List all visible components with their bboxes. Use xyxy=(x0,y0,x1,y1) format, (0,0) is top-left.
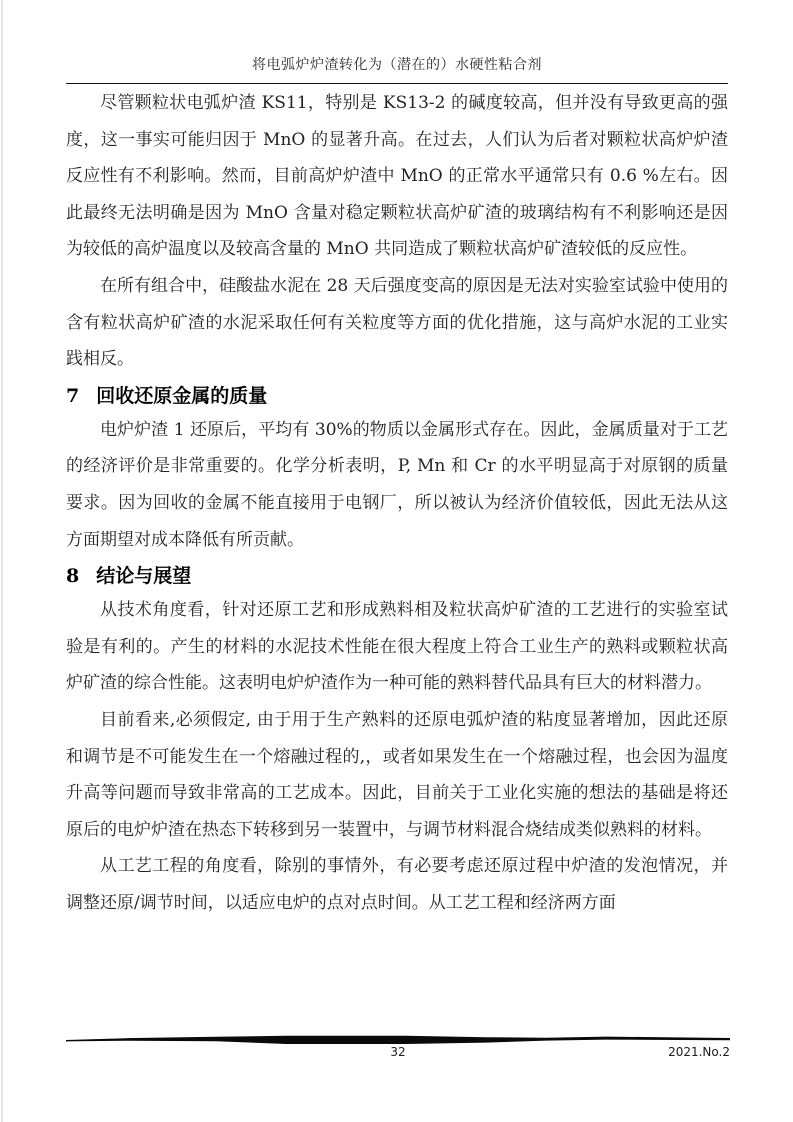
paragraph-3: 电炉炉渣 1 还原后，平均有 30%的物质以金属形式存在。因此，金属质量对于工艺的经济评价是非常重要的。化学分析表明，P, Mn 和 Cr 的水平明显高于对原钢的质量要求。因为回收的金属不能直接用于电钢厂，所以被认为经济价值较低，因此无法从这方面期望对成本降低有所贡献。 xyxy=(66,419,728,550)
paragraph-1: 尽管颗粒状电弧炉渣 KS11，特别是 KS13-2 的碱度较高，但并没有导致更高的强度，这一事实可能归因于 MnO 的显著升高。在过去，人们认为后者对颗粒状高炉炉渣反应性有不利影响。然而，目前高炉炉渣中 MnO 的正常水平通常只有 0.6 %左右。因此最终无法明确是因为 MnO 含量对稳定颗粒状高炉矿渣的玻璃结构有不利影响还是因为较低的高炉温度以及较高含量的 MnO 共同造成了颗粒状高炉矿渣较低的反应性。 xyxy=(66,93,728,260)
section-title-8: 结论与展望 xyxy=(96,565,192,588)
section-number-8: 8 xyxy=(66,565,80,588)
page-number: 32 xyxy=(390,1045,406,1059)
section-heading-8 xyxy=(66,563,728,589)
section-heading-7 xyxy=(66,383,728,409)
paragraph-5: 目前看来,必须假定, 由于用于生产熟料的还原电弧炉渣的粘度显著增加，因此还原和调节是不可能发生在一个熔融过程的,，或者如果发生在一个熔融过程，也会因为温度升高等问题而导致非常高的工艺成本。因此，目前关于工业化实施的想法的基础是将还原后的电炉炉渣在热态下转移到另一装置中，与调节材料混合烧结成类似熟料的材料。 xyxy=(66,709,728,840)
running-header-title: 将电弧炉炉渣转化为（潜在的）水硬性粘合剂 xyxy=(252,57,542,73)
section-title-7: 回收还原金属的质量 xyxy=(96,384,268,407)
paragraph-2: 在所有组合中，硅酸盐水泥在 28 天后强度变高的原因是无法对实验室试验中使用的含有粒状高炉矿渣的水泥采取任何有关粒度等方面的优化措施，这与高炉水泥的工业实践相反。 xyxy=(66,275,728,370)
footer-row xyxy=(66,1045,730,1063)
section-number-7: 7 xyxy=(66,384,80,407)
paragraph-4: 从技术角度看，针对还原工艺和形成熟料相及粒状高炉矿渣的工艺进行的实验室试验是有利的。产生的材料的水泥技术性能在很大程度上符合工业生产的熟料或颗粒状高炉矿渣的综合性能。这表明电炉炉渣作为一种可能的熟料替代品具有巨大的材料潜力。 xyxy=(66,600,728,694)
document-body xyxy=(0,84,793,921)
scan-edge-line xyxy=(1,0,3,1122)
page-header xyxy=(0,0,793,84)
issue-label: 2021.No.2 xyxy=(668,1045,730,1059)
footer-rule-bar xyxy=(66,1035,730,1045)
paragraph-6: 从工艺工程的角度看，除别的事情外，有必要考虑还原过程中炉渣的发泡情况，并调整还原/调节时间，以适应电炉的点对点时间。从工艺工程和经济两方面 xyxy=(66,856,728,913)
